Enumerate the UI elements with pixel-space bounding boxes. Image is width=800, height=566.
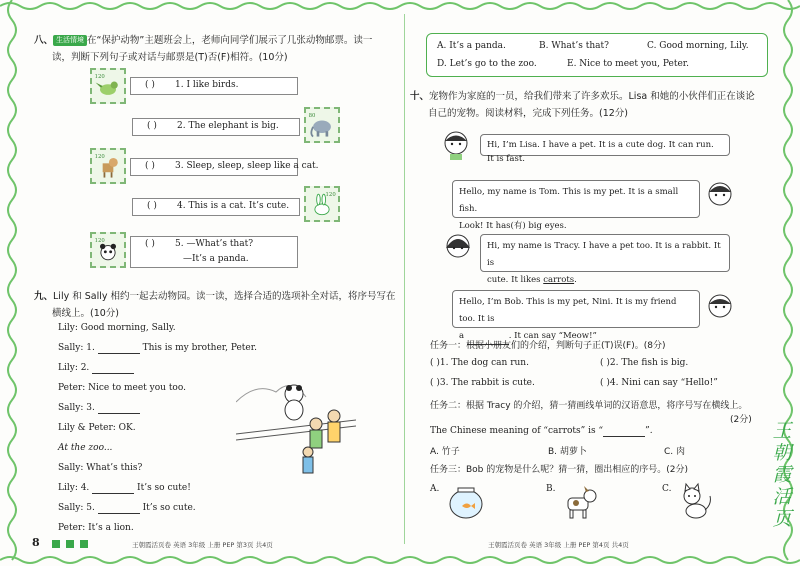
footer-left: 王朝霞活页卷 英语 3年级 上册 PEP 第3页 共4页 [132,541,273,549]
tom-bubble: Hello, my name is Tom. This is my pet. It is a small fish. Look! It has(有) big eyes. [452,180,700,218]
answer-blank-5[interactable] [98,504,140,514]
q8-heading: 八、 生活情境 在“保护动物”主题班会上，老师向同学们展示了几张动物邮票。读一 [34,35,373,46]
q8-item-1: ( ) 1. I like birds. [130,77,298,95]
dialogue-line-7: Sally: What’s this? [58,463,143,473]
underlined-word-carrots: carrots [543,275,575,285]
task2-score: (2分) [730,415,752,425]
bird-stamp [90,68,126,104]
task2-title: 任务二：根据 Tracy 的介绍，猜一猜画线单词的汉语意思，将序号写在横线上。 [430,401,748,411]
task1-item-1: ( )1. The dog can run. [430,358,529,368]
stamp-value-3: 120 [94,154,105,160]
task1-title: 任务一：根据小朋友们的介绍，判断句子正(T)误(F)。(8分) [430,341,666,351]
answer-blank-4[interactable] [92,484,134,494]
center-divider [404,14,405,544]
q8-heading-line2: 读，判断下列句子或对话与邮票是(T)否(F)相符。(10分) [52,52,288,63]
choice-d: D. Let’s go to the zoo. [437,59,537,69]
green-page-tab [52,540,112,548]
tracy-avatar [444,232,472,262]
rabbit-stamp [304,186,340,222]
stamp-value-1: 120 [94,74,105,80]
lisa-avatar [442,130,470,160]
page-number-left: 8 [32,536,40,549]
task2-option-c: C. 肉 [664,447,686,457]
dialogue-line-4: Peter: Nice to meet you too. [58,383,186,393]
dialogue-scene: At the zoo... [58,443,113,453]
zoo-illustration [236,372,356,480]
dialogue-line-5: Sally: 3. [58,403,140,414]
wavy-border-left [0,0,22,566]
tom-avatar [706,180,734,210]
brand-logo: 王 朝 霞 活 页 [772,420,792,530]
answer-blank-1[interactable] [98,344,140,354]
choice-c: C. Good morning, Lily. [647,41,749,51]
tracy-bubble: Hi, my name is Tracy. I have a pet too. It is a rabbit. It is cute. It likes carrots. [480,234,730,272]
q9-heading: 九、Lily 和 Sally 相约一起去动物园。读一读，选择合适的选项补全对话，将序号写在 [34,291,396,302]
q10-heading: 十、宠物作为家庭的一员，给我们带来了许多欢乐。Lisa 和她的小伙伴们正在谈论 [410,91,755,102]
task2-question: The Chinese meaning of “carrots” is “ ”. [430,426,653,436]
answer-blank-2[interactable] [92,364,134,374]
q10-heading-line2: 自己的宠物。阅读材料，完成下列任务。(12分) [428,108,629,119]
lisa-bubble: Hi, I’m Lisa. I have a pet. It is a cute dog. It can run. It is fast. [480,134,730,156]
choices-box [426,33,768,77]
q9-heading-line2: 横线上。(10分) [52,308,120,319]
stamp-value-4: 120 [325,192,336,198]
choice-b: B. What’s that? [539,41,609,51]
stamp-value-2: 80 [308,113,316,119]
dialogue-line-8: Lily: 4. It’s so cute! [58,483,191,493]
task2-option-a: A. 竹子 [430,447,460,457]
task1-item-3: ( )3. The rabbit is cute. [430,378,535,388]
q8-item-5: ( ) 5. —What’s that? —It’s a panda. [130,236,298,268]
answer-blank-3[interactable] [98,404,140,414]
choice-e: E. Nice to meet you, Peter. [567,59,689,69]
task3-option-a[interactable]: A. [430,484,440,494]
dog-image [558,484,600,522]
life-context-badge: 生活情境 [53,35,87,46]
dialogue-line-10: Peter: It’s a lion. [58,523,134,533]
wavy-border-top [0,0,800,12]
panda-stamp [90,232,126,268]
stamp-value-5: 120 [94,238,105,244]
fishbowl-image [446,482,486,522]
dialogue-line-3: Lily: 2. [58,363,134,374]
q8-item-3: ( ) 3. Sleep, sleep, sleep like a cat. [130,158,298,176]
task3-option-b[interactable]: B. [546,484,556,494]
dialogue-line-1: Lily: Good morning, Sally. [58,323,176,333]
task1-item-4: ( )4. Nini can say “Hello!” [600,378,718,388]
elephant-stamp [304,107,340,143]
choice-a: A. It’s a panda. [437,41,506,51]
task2-option-b: B. 胡萝卜 [548,447,587,457]
footer-right: 王朝霞活页卷 英语 3年级 上册 PEP 第4页 共4页 [488,541,629,549]
q8-item-2: ( ) 2. The elephant is big. [132,118,300,136]
dog-stamp [90,148,126,184]
task3-option-c[interactable]: C. [662,484,672,494]
bob-avatar [706,292,734,322]
dialogue-line-6: Lily & Peter: OK. [58,423,136,433]
q8-item-4: ( ) 4. This is a cat. It’s cute. [132,198,300,216]
carrots-meaning-blank[interactable] [603,427,645,437]
task3-title: 任务三：Bob 的宠物是什么呢？猜一猜，圈出相应的序号。(2分) [430,465,689,475]
bob-bubble: Hello, I’m Bob. This is my pet, Nini. It is my friend too. It is a . It can say “Meow!” [452,290,700,328]
wavy-border-bottom [0,552,800,566]
dialogue-line-2: Sally: 1. This is my brother, Peter. [58,343,257,353]
task1-item-2: ( )2. The fish is big. [600,358,689,368]
dialogue-line-9: Sally: 5. It’s so cute. [58,503,196,513]
cat-image [676,482,716,522]
